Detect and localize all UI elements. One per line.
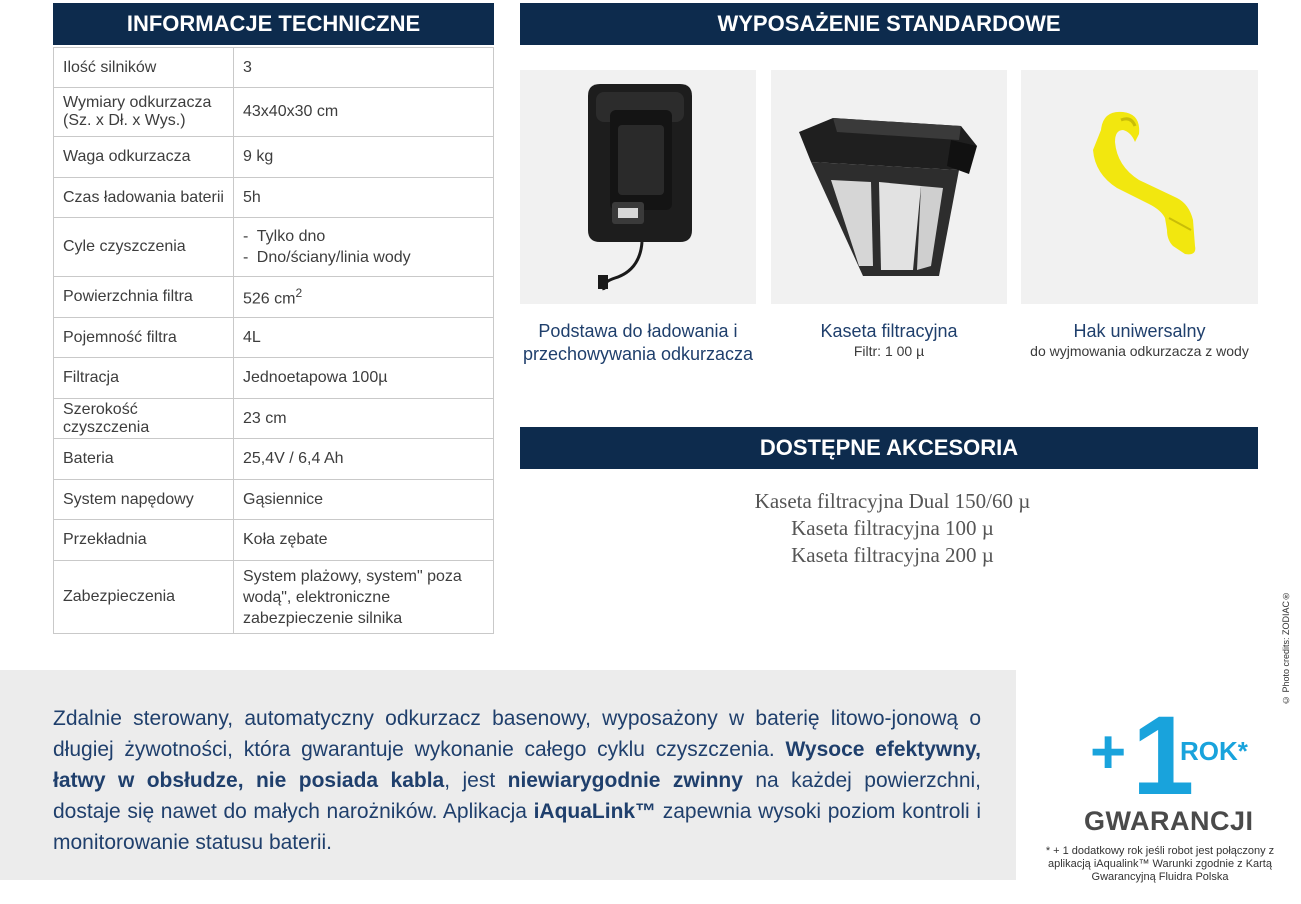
spec-value: 23 cm bbox=[234, 399, 494, 439]
spec-value: Koła zębate bbox=[234, 520, 494, 561]
list-item: Kaseta filtracyjna 200 µ bbox=[791, 543, 994, 567]
table-row bbox=[54, 399, 494, 439]
warranty-note: * + 1 dodatkowy rok jeśli robot jest połączony z aplikacją iAqualink™ Warunki zgodnie z Kartą Gwarancyjną Fluidra Polska bbox=[1045, 845, 1275, 883]
table-row bbox=[54, 48, 494, 88]
spec-value bbox=[234, 218, 494, 277]
charging-base-caption bbox=[520, 320, 756, 366]
spec-label: Przekładnia bbox=[54, 520, 234, 561]
spec-value bbox=[234, 277, 494, 318]
charging-base-image bbox=[520, 70, 756, 304]
list-item: - Dno/ściany/linia wody bbox=[243, 247, 484, 268]
standard-equipment-header: WYPOSAŻENIE STANDARDOWE bbox=[520, 3, 1258, 45]
desc-part: Zdalnie sterowany, automatyczny odkurzacz basenowy, wyposażony w baterię litowo-jonową o długiej żywotności, która gwarantuje wykonanie całego cyklu czyszczenia. bbox=[53, 707, 981, 761]
list-item: - Tylko dno bbox=[243, 226, 484, 247]
spec-label: Zabezpieczenia bbox=[54, 561, 234, 634]
filter-cassette-caption bbox=[771, 320, 1007, 359]
spec-label: Pojemność filtra bbox=[54, 318, 234, 358]
tech-info-header: INFORMACJE TECHNICZNE bbox=[53, 3, 494, 45]
product-subtitle: do wyjmowania odkurzacza z wody bbox=[1030, 343, 1249, 359]
spec-value: Jednoetapowa 100µ bbox=[234, 358, 494, 399]
warranty-plus: + bbox=[1090, 718, 1127, 787]
hook-caption bbox=[1021, 320, 1258, 359]
desc-bold: Wysoce efektywny, łatwy w obsłudze, nie posiada kabla bbox=[53, 738, 981, 792]
spec-value: System plażowy, system" poza wodą", elektroniczne zabezpieczenie silnika bbox=[234, 561, 494, 634]
spec-label: Ilość silników bbox=[54, 48, 234, 88]
desc-part: , jest bbox=[444, 769, 496, 792]
spec-label: System napędowy bbox=[54, 480, 234, 520]
desc-bold: niewiarygodnie zwinny bbox=[507, 769, 743, 792]
spec-value: 4L bbox=[234, 318, 494, 358]
warranty-year: ROK* bbox=[1180, 736, 1248, 766]
table-row bbox=[54, 88, 494, 137]
accessories-header: DOSTĘPNE AKCESORIA bbox=[520, 427, 1258, 469]
spec-value: 43x40x30 cm bbox=[234, 88, 494, 137]
cleaning-cycles-list bbox=[243, 226, 484, 268]
table-row bbox=[54, 358, 494, 399]
list-item: Kaseta filtracyjna Dual 150/60 µ bbox=[754, 489, 1031, 513]
universal-hook-image bbox=[1021, 70, 1258, 304]
table-row bbox=[54, 277, 494, 318]
table-row bbox=[54, 561, 494, 634]
product-subtitle: Filtr: 1 00 µ bbox=[853, 343, 925, 359]
spec-value: Gąsiennice bbox=[234, 480, 494, 520]
desc-part: na każdej powierzchni, dostaje się nawet do małych narożników. Aplikacja bbox=[53, 769, 981, 823]
table-row bbox=[54, 520, 494, 561]
filter-cassette-icon bbox=[771, 70, 1007, 304]
accessories-list bbox=[520, 488, 1265, 569]
table-row bbox=[54, 318, 494, 358]
photo-credits: © Photo credits: ZODIAC® bbox=[1281, 590, 1291, 705]
spec-value: 3 bbox=[234, 48, 494, 88]
spec-label: Bateria bbox=[54, 439, 234, 480]
table-row bbox=[54, 218, 494, 277]
warranty-label: GWARANCJI bbox=[1084, 806, 1254, 836]
hook-icon bbox=[1021, 70, 1258, 304]
spec-value: 5h bbox=[234, 178, 494, 218]
filter-area-value: 526 cm bbox=[243, 290, 296, 308]
desc-bold: iAquaLink™ bbox=[533, 800, 657, 823]
charging-base-icon bbox=[520, 70, 756, 304]
desc-part: zapewnia wysoki poziom kontroli i monitorowanie statusu baterii. bbox=[53, 800, 981, 854]
product-title: Hak uniwersalny bbox=[1073, 321, 1206, 341]
table-row bbox=[54, 178, 494, 218]
description-text bbox=[53, 703, 981, 858]
spec-label: Wymiary odkurzacza (Sz. x Dł. x Wys.) bbox=[54, 88, 234, 137]
spec-value: 9 kg bbox=[234, 137, 494, 178]
table-row bbox=[54, 137, 494, 178]
table-row bbox=[54, 439, 494, 480]
product-title: Kaseta filtracyjna bbox=[820, 321, 958, 341]
spec-label: Powierzchnia filtra bbox=[54, 277, 234, 318]
spec-label: Czas ładowania baterii bbox=[54, 178, 234, 218]
table-row bbox=[54, 480, 494, 520]
spec-label: Waga odkurzacza bbox=[54, 137, 234, 178]
spec-label: Filtracja bbox=[54, 358, 234, 399]
warranty-number: 1 bbox=[1132, 693, 1195, 818]
filter-cassette-image bbox=[771, 70, 1007, 304]
tech-spec-table bbox=[53, 47, 494, 634]
product-title: Podstawa do ładowania i przechowywania odkurzacza bbox=[522, 321, 754, 364]
spec-label: Szerokość czyszczenia bbox=[54, 399, 234, 439]
list-item: Kaseta filtracyjna 100 µ bbox=[791, 516, 994, 540]
spec-label: Cyle czyszczenia bbox=[54, 218, 234, 277]
spec-value: 25,4V / 6,4 Ah bbox=[234, 439, 494, 480]
superscript: 2 bbox=[295, 285, 303, 300]
